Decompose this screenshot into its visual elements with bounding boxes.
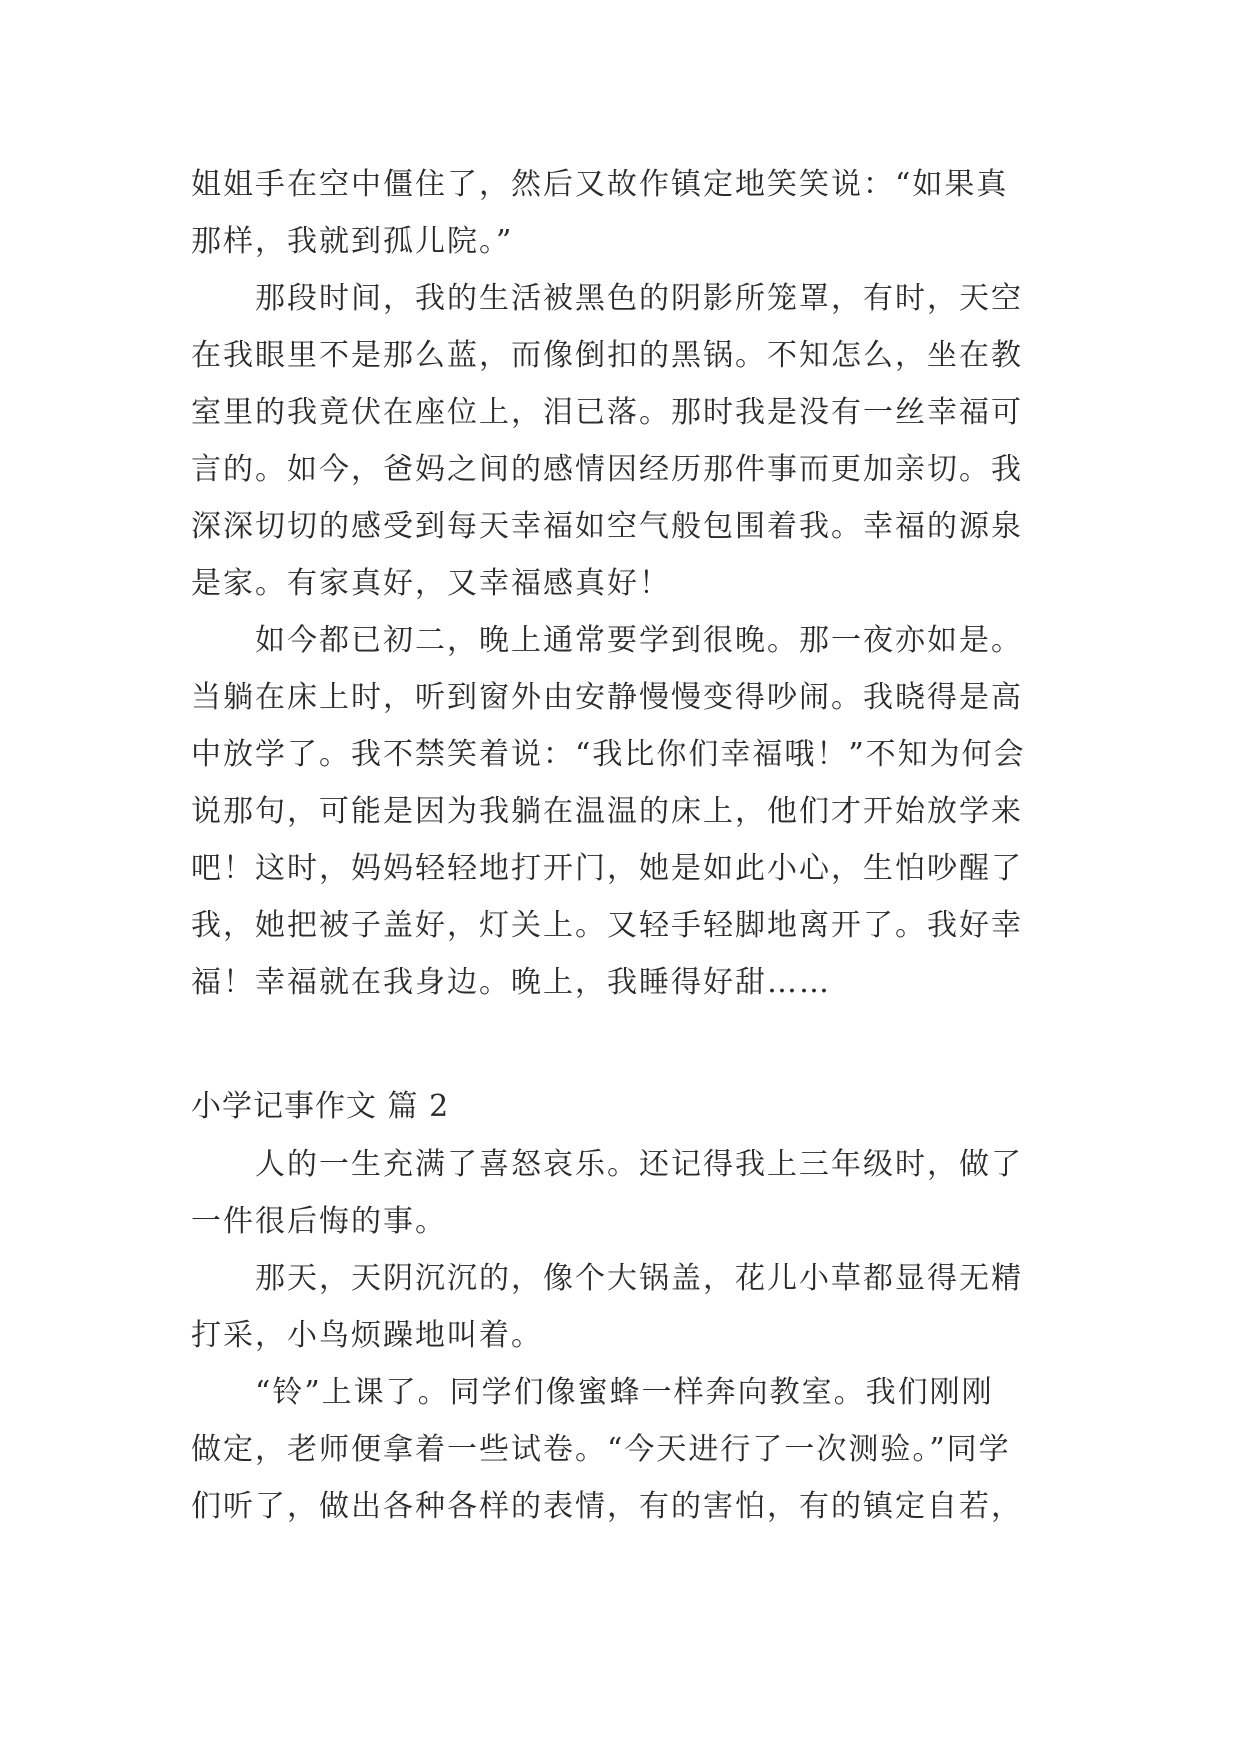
paragraph-line: 打采，小鸟烦躁地叫着。 <box>191 1318 543 1353</box>
paragraph-line: 福！幸福就在我身边。晚上，我睡得好甜…… <box>191 965 831 1000</box>
paragraph-line: 深深切切的感受到每天幸福如空气般包围着我。幸福的源泉 <box>191 509 1023 544</box>
section-heading: 小学记事作文 篇 2 <box>191 1089 450 1124</box>
paragraph-line: “铃”上课了。同学们像蜜蜂一样奔向教室。我们刚刚 <box>255 1375 994 1410</box>
paragraph-line: 做定，老师便拿着一些试卷。“今天进行了一次测验。”同学 <box>191 1432 1011 1467</box>
paragraph-line: 说那句，可能是因为我躺在温温的床上，他们才开始放学来 <box>191 794 1023 829</box>
paragraph-line: 中放学了。我不禁笑着说：“我比你们幸福哦！”不知为何会 <box>191 737 1026 772</box>
paragraph-line: 们听了，做出各种各样的表情，有的害怕，有的镇定自若， <box>191 1489 1023 1524</box>
paragraph-line: 是家。有家真好，又幸福感真好！ <box>191 566 671 601</box>
paragraph-line: 我，她把被子盖好，灯关上。又轻手轻脚地离开了。我好幸 <box>191 908 1023 943</box>
paragraph-line: 那天，天阴沉沉的，像个大锅盖，花儿小草都显得无精 <box>255 1261 1023 1296</box>
paragraph-line: 在我眼里不是那么蓝，而像倒扣的黑锅。不知怎么，坐在教 <box>191 338 1023 373</box>
paragraph-line: 一件很后悔的事。 <box>191 1204 447 1239</box>
paragraph-line: 当躺在床上时，听到窗外由安静慢慢变得吵闹。我晓得是高 <box>191 680 1023 715</box>
paragraph-line: 那段时间，我的生活被黑色的阴影所笼罩，有时，天空 <box>255 281 1023 316</box>
paragraph-line: 人的一生充满了喜怒哀乐。还记得我上三年级时，做了 <box>255 1147 1023 1182</box>
paragraph-line: 言的。如今，爸妈之间的感情因经历那件事而更加亲切。我 <box>191 452 1023 487</box>
paragraph-line: 如今都已初二，晚上通常要学到很晚。那一夜亦如是。 <box>255 623 1023 658</box>
paragraph-line: 室里的我竟伏在座位上，泪已落。那时我是没有一丝幸福可 <box>191 395 1023 430</box>
paragraph-line: 那样，我就到孤儿院。” <box>191 224 514 259</box>
paragraph-line: 吧！这时，妈妈轻轻地打开门，她是如此小心，生怕吵醒了 <box>191 851 1023 886</box>
paragraph-line: 姐姐手在空中僵住了，然后又故作镇定地笑笑说：“如果真 <box>191 167 1009 202</box>
